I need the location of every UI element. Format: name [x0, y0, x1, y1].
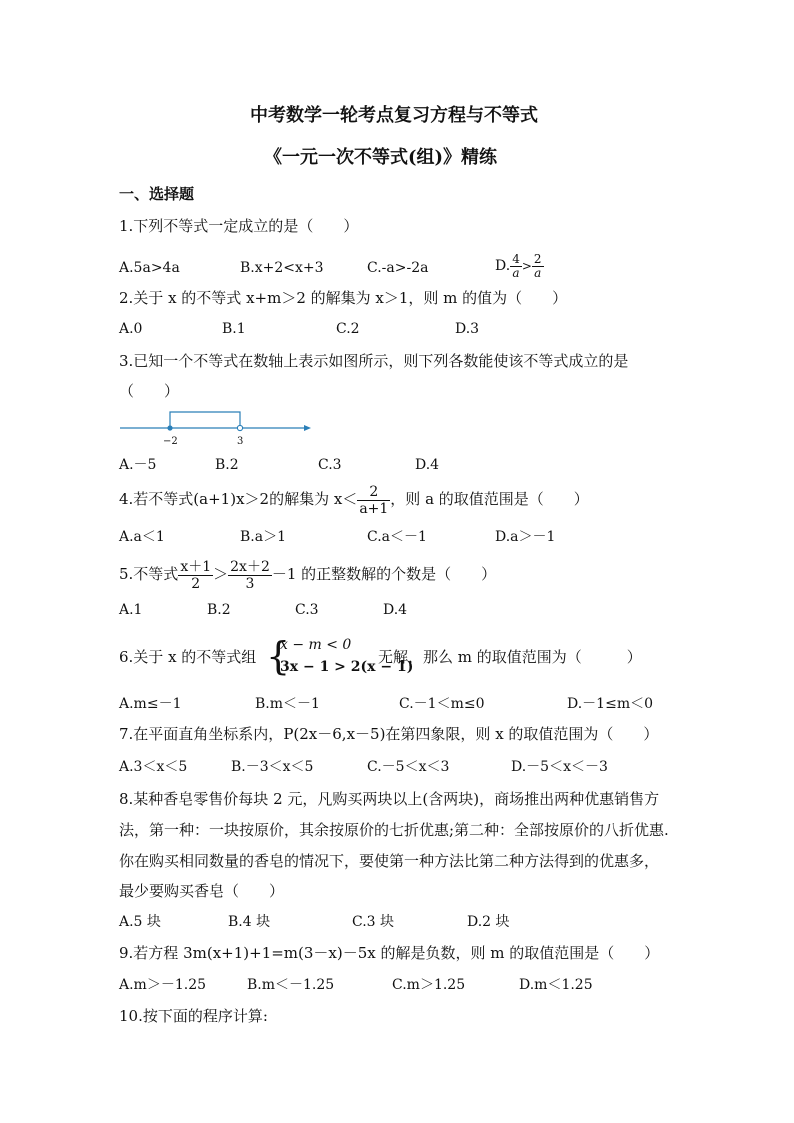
question-6-option-c: C.－1＜m≤0 [399, 696, 485, 712]
question-6-stem-prefix: 6.关于 x 的不等式组 [119, 648, 257, 666]
question-5-option-a: A.1 [119, 602, 143, 618]
question-8-option-b: B.4 块 [228, 914, 271, 930]
question-2-option-d: D.3 [455, 321, 480, 337]
question-6-option-b: B.m＜－1 [255, 696, 320, 712]
question-7-stem: 7.在平面直角坐标系内，P(2x－6,x－5)在第四象限，则 x 的取值范围为（ ） [119, 725, 659, 743]
question-8-line-2: 法，第一种：一块按原价，其余按原价的七折优惠;第二种：全部按原价的八折优惠. [119, 821, 669, 839]
fraction-2-over-a [532, 253, 544, 280]
option-d-prefix: D. [495, 258, 511, 274]
fraction-2-over-a-plus-1 [357, 484, 390, 517]
relation-sign: > [521, 259, 532, 273]
axis-arrow-icon [304, 425, 311, 431]
question-3-option-b: B.2 [215, 457, 239, 473]
fraction-numerator: 2x＋2 [230, 558, 270, 575]
question-5-option-b: B.2 [207, 602, 231, 618]
fraction-denominator: a [512, 265, 520, 280]
solution-set-bracket [170, 412, 240, 428]
question-4-stem-prefix: 4.若不等式(a+1)x＞2的解集为 x＜ [119, 490, 358, 508]
question-8-line-4: 最少要购买香皂（ ） [119, 882, 285, 900]
open-point-3 [237, 425, 242, 430]
fraction-numerator: 2 [533, 251, 542, 266]
question-9-option-d: D.m＜1.25 [519, 977, 593, 993]
fraction-4-over-a [510, 253, 522, 280]
question-2-stem: 2.关于 x 的不等式 x+m＞2 的解集为 x＞1，则 m 的值为（ ） [119, 289, 568, 307]
closed-point-minus-2 [167, 425, 172, 430]
fraction-denominator: a [534, 265, 542, 280]
fraction-numerator: x＋1 [180, 558, 212, 575]
fraction-x-plus-1-over-2 [178, 559, 213, 592]
system-line-2: 3x − 1 > 2(x − 1) [280, 659, 414, 675]
axis-label-minus-2: −2 [163, 436, 178, 447]
fraction-denominator: 2 [191, 575, 201, 592]
question-9-option-b: B.m＜－1.25 [247, 977, 335, 993]
question-7-option-d: D.－5＜x＜－3 [511, 759, 608, 775]
question-2-option-a: A.0 [119, 321, 143, 337]
question-3-option-d: D.4 [415, 457, 440, 473]
question-7-option-b: B.－3＜x＜5 [231, 759, 314, 775]
question-4-option-c: C.a＜－1 [367, 529, 427, 545]
fraction-denominator: a+1 [359, 500, 389, 517]
question-5-stem-prefix: 5.不等式 [119, 565, 179, 583]
fraction-numerator: 4 [512, 251, 520, 266]
question-4-stem-suffix: ，则 a 的取值范围是（ ） [390, 490, 589, 508]
system-line-1: x − m < 0 [280, 637, 352, 653]
question-2-option-b: B.1 [222, 321, 246, 337]
question-3-option-c: C.3 [318, 457, 342, 473]
question-3-paren: （ ） [119, 382, 180, 400]
fraction-numerator: 2 [357, 484, 390, 501]
question-1-option-a: A.5a>4a [119, 260, 180, 276]
question-9-option-c: C.m＞1.25 [392, 977, 466, 993]
question-5-option-c: C.3 [295, 602, 319, 618]
axis-label-3: 3 [237, 436, 244, 447]
question-7-option-c: C.－5＜x＜3 [367, 759, 450, 775]
question-6-option-a: A.m≤－1 [119, 696, 182, 712]
question-4-option-d: D.a＞－1 [495, 529, 556, 545]
question-4-option-b: B.a＞1 [240, 529, 286, 545]
page-subtitle: 《一元一次不等式(组)》精练 [264, 147, 498, 168]
question-5-stem [119, 555, 496, 593]
question-9-stem: 9.若方程 3m(x+1)+1=m(3－x)－5x 的解是负数，则 m 的取值范围是（ ） [119, 944, 660, 962]
question-4-option-a: A.a＜1 [119, 529, 165, 545]
question-8-option-a: A.5 块 [119, 914, 161, 930]
question-6-stem-suffix: 无解，那么 m 的取值范围为（ ） [378, 648, 642, 666]
left-brace-icon: { [266, 634, 291, 678]
question-9-option-a: A.m＞－1.25 [119, 977, 207, 993]
question-1-option-b: B.x+2<x+3 [240, 260, 324, 276]
question-1-option-c: C.-a>-2a [367, 260, 429, 276]
fraction-2x-plus-2-over-3 [228, 559, 272, 592]
question-8-option-c: C.3 块 [352, 914, 395, 930]
question-5-stem-suffix: －1 的正整数解的个数是（ ） [271, 565, 497, 583]
relation-sign: ＞ [213, 565, 229, 583]
inequality-system [266, 634, 414, 679]
question-1-option-d [495, 246, 544, 286]
question-10-stem: 10.按下面的程序计算: [119, 1007, 268, 1025]
number-line-figure [116, 406, 316, 448]
question-7-option-a: A.3＜x＜5 [119, 759, 188, 775]
section-heading: 一、选择题 [119, 185, 195, 203]
question-3-stem: 3.已知一个不等式在数轴上表示如图所示，则下列各数能使该不等式成立的是 [119, 352, 629, 370]
question-5-option-d: D.4 [383, 602, 408, 618]
fraction-denominator: 3 [245, 575, 255, 592]
question-6-option-d: D.－1≤m＜0 [567, 696, 653, 712]
question-1-stem: 1.下列不等式一定成立的是（ ） [119, 217, 359, 235]
question-2-option-c: C.2 [336, 321, 360, 337]
page-title: 中考数学一轮考点复习方程与不等式 [250, 105, 538, 126]
question-8-line-3: 你在购买相同数量的香皂的情况下，要使第一种方法比第二种方法得到的优惠多， [119, 852, 660, 870]
question-4-stem [119, 482, 589, 517]
question-8-option-d: D.2 块 [467, 914, 510, 930]
question-3-option-a: A.－5 [119, 457, 157, 473]
question-8-line-1: 8.某种香皂零售价每块 2 元，凡购买两块以上(含两块)，商场推出两种优惠销售方 [119, 790, 660, 808]
